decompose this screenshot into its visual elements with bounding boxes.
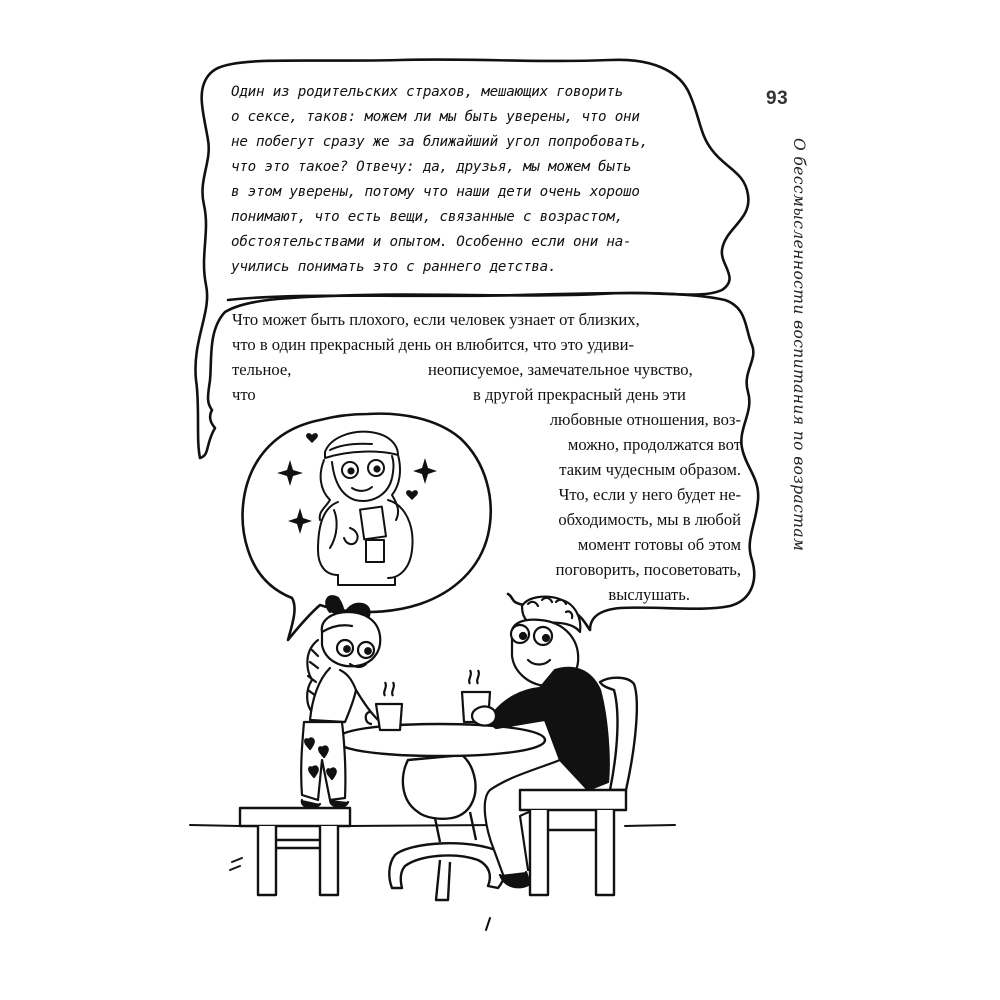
bubble2-line: любовные отношения, воз- bbox=[549, 410, 741, 429]
bubble2-line: момент готовы об этом bbox=[577, 535, 741, 554]
bubble1-line: что это такое? Отвечу: да, друзья, мы можем быть bbox=[231, 159, 632, 175]
bubble2-line: поговорить, посоветовать, bbox=[555, 560, 741, 579]
bubble2-line: тельное, bbox=[232, 360, 292, 379]
bubble2-line: обходимость, мы в любой bbox=[558, 510, 741, 529]
bubble2-line: выслушать. bbox=[608, 585, 690, 604]
cup-drawing bbox=[366, 670, 490, 730]
running-head-text: О бессмысленности воспитания по возрастам bbox=[790, 138, 808, 552]
bubble2-line: в другой прекрасный день эти bbox=[473, 385, 686, 404]
bubble2-line: что в один прекрасный день он влюбится, что это удиви- bbox=[232, 335, 635, 354]
page-number: 93 bbox=[766, 88, 789, 109]
bubble1-line: понимают, что есть вещи, связанные с возрастом, bbox=[231, 209, 624, 225]
bubble2-line: можно, продолжатся вот bbox=[567, 435, 741, 454]
bubble2-line: Что, если у него будет не- bbox=[558, 485, 741, 504]
bubble1-line: Один из родительских страхов, мешающих говорить bbox=[231, 84, 624, 100]
bubble1-line: о сексе, таков: можем ли мы быть уверены, что они bbox=[231, 109, 640, 125]
bubble1-line: в этом уверены, потому что наши дети очень хорошо bbox=[231, 184, 640, 200]
thought-girl-drawing bbox=[318, 432, 413, 585]
bubble2-line: неописуемое, замечательное чувство, bbox=[428, 360, 693, 379]
bubble2-line: что bbox=[232, 385, 256, 404]
bubble1-line: учились понимать это с раннего детства. bbox=[231, 259, 557, 275]
bubble2-line: таким чудесным образом. bbox=[559, 460, 741, 479]
bubble2-line: Что может быть плохого, если человек узнает от близких, bbox=[232, 310, 640, 329]
girl-drawing bbox=[301, 596, 380, 807]
bubble1-line: обстоятельствами и опытом. Особенно если они на- bbox=[231, 234, 632, 250]
stool-drawing bbox=[240, 808, 350, 895]
bubble1-line: не побегут сразу же за ближайший угол попробовать, bbox=[231, 134, 649, 150]
